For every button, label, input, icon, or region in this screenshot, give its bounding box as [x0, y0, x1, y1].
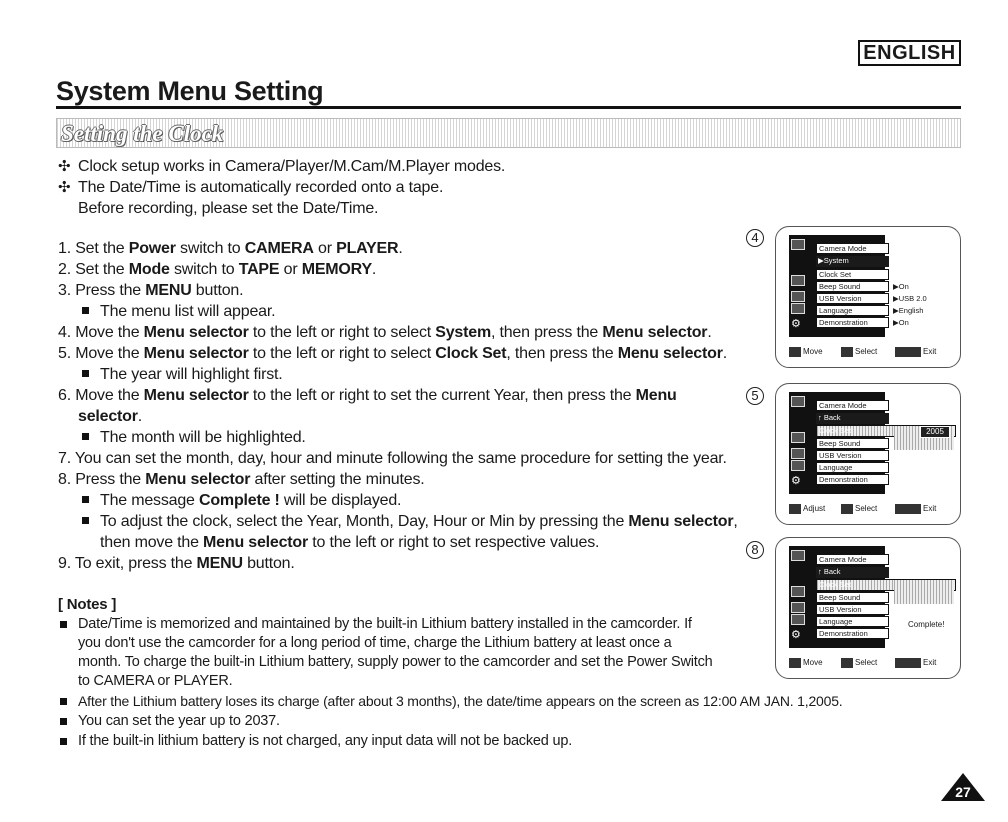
note-1-line-1: Date/Time is memorized and maintained by the built-in Lithium battery installed in the camcorder. If — [78, 616, 692, 632]
help-move: Move — [803, 347, 823, 356]
step-circle-4: 4 — [746, 229, 764, 247]
title-rule — [56, 106, 961, 109]
square-bullet-icon — [60, 718, 67, 725]
menu-item: Language — [816, 462, 889, 473]
menu-selector-icon — [841, 347, 853, 357]
help-exit: Exit — [923, 347, 937, 356]
display-icon — [791, 602, 805, 613]
record-icon — [791, 586, 805, 597]
camera-icon — [791, 239, 805, 250]
step-circle-5: 5 — [746, 387, 764, 405]
step-3: 3. Press the MENU button. — [58, 282, 244, 299]
menu-selector-icon — [789, 504, 801, 514]
menu-item: Camera Mode — [816, 400, 889, 411]
menu-item: Beep Sound — [816, 281, 889, 292]
lcd-panel-5 — [775, 383, 961, 525]
step-1: 1. Set the Power switch to CAMERA or PLAYER. — [58, 240, 403, 257]
help-select: Select — [855, 658, 878, 667]
lcd-panel-4 — [775, 226, 961, 368]
square-bullet-icon — [82, 496, 89, 503]
section-title: Setting the Clock — [61, 121, 224, 146]
menu-item-back: ↑ Back — [816, 413, 889, 424]
note-1-line-4: to CAMERA or PLAYER. — [78, 673, 233, 689]
step-8-sub-1: The message Complete ! will be displayed. — [100, 492, 402, 509]
note-2: After the Lithium battery loses its charge (after about 3 months), the date/time appears on the screen as 12:00 AM JAN. 1,2005. — [78, 693, 843, 709]
intro-line-2: The Date/Time is automatically recorded onto a tape. — [78, 179, 444, 196]
panel-help-bar — [789, 656, 954, 670]
section-header — [56, 118, 961, 148]
gear-icon: ⚙ — [791, 318, 801, 330]
menu-item: Demonstration — [816, 317, 889, 328]
menu-item: Language — [816, 305, 889, 316]
intro-line-3: Before recording, please set the Date/Time. — [78, 200, 379, 217]
camera-icon — [791, 396, 805, 407]
record-icon — [791, 275, 805, 286]
display-icon — [791, 448, 805, 459]
menu-value: ▶English — [893, 306, 924, 315]
step-3-sub: The menu list will appear. — [100, 303, 276, 320]
notes-heading: [ Notes ] — [58, 596, 117, 613]
help-move: Move — [803, 658, 823, 667]
menu-button-icon — [895, 347, 921, 357]
menu-item: Demonstration — [816, 628, 889, 639]
square-bullet-icon — [82, 307, 89, 314]
help-select: Select — [855, 347, 878, 356]
display-icon — [791, 291, 805, 302]
intro-line-1: Clock setup works in Camera/Player/M.Cam/M.Player modes. — [78, 158, 506, 175]
step-9: 9. To exit, press the MENU button. — [58, 555, 295, 572]
panel-help-bar — [789, 502, 954, 516]
step-2: 2. Set the Mode switch to TAPE or MEMORY. — [58, 261, 377, 278]
note-1-line-2: you don't use the camcorder for a long period of time, charge the Lithium battery at least once a — [78, 635, 672, 651]
language-badge: ENGLISH — [858, 40, 961, 66]
page-number: 27 — [955, 784, 971, 800]
gear-icon: ⚙ — [791, 629, 801, 641]
menu-selector-icon — [789, 347, 801, 357]
step-8: 8. Press the Menu selector after setting the minutes. — [58, 471, 425, 488]
step-6-cont: selector. — [78, 408, 143, 425]
menu-item-clock-set: Clock Set — [816, 425, 956, 437]
step-8-sub-3: then move the Menu selector to the left or right to set respective values. — [100, 534, 600, 551]
page-title: System Menu Setting — [56, 76, 324, 106]
menu-item: Beep Sound — [816, 592, 889, 603]
camera-icon — [791, 550, 805, 561]
menu-item-back: ↑ Back — [816, 567, 889, 578]
cross-bullet-icon: ✣ — [58, 158, 71, 175]
menu-item: Camera Mode — [816, 243, 889, 254]
square-bullet-icon — [82, 433, 89, 440]
record-icon — [791, 432, 805, 443]
menu-item: Demonstration — [816, 474, 889, 485]
menu-item: Camera Mode — [816, 554, 889, 565]
step-5-sub: The year will highlight first. — [100, 366, 283, 383]
date-fields — [894, 580, 954, 604]
menu-item-clock-set: Clock Set — [816, 579, 956, 591]
menu-item-selected: ▶System — [816, 256, 889, 267]
gear-icon: ⚙ — [791, 475, 801, 487]
note-4: If the built-in lithium battery is not charged, any input data will not be backed up. — [78, 733, 573, 749]
menu-button-icon — [895, 658, 921, 668]
square-bullet-icon — [60, 738, 67, 745]
menu-item: Beep Sound — [816, 438, 889, 449]
menu-item: USB Version — [816, 293, 889, 304]
menu-selector-icon — [841, 658, 853, 668]
help-exit: Exit — [923, 658, 937, 667]
menu-item: USB Version — [816, 450, 889, 461]
square-bullet-icon — [82, 370, 89, 377]
step-6-sub: The month will be highlighted. — [100, 429, 306, 446]
step-8-sub-2: To adjust the clock, select the Year, Month, Day, Hour or Min by pressing the Menu selector, — [100, 513, 738, 530]
lcd-panel-8 — [775, 537, 961, 679]
help-select: Select — [855, 504, 878, 513]
year-field: 2005 — [920, 426, 950, 438]
system-icon — [791, 303, 805, 314]
menu-item: Language — [816, 616, 889, 627]
help-exit: Exit — [923, 504, 937, 513]
panel-help-bar — [789, 345, 954, 359]
square-bullet-icon — [60, 621, 67, 628]
menu-button-icon — [895, 504, 921, 514]
complete-message: Complete! — [908, 620, 945, 629]
square-bullet-icon — [60, 698, 67, 705]
menu-item: Clock Set — [816, 269, 889, 280]
menu-selector-icon — [841, 504, 853, 514]
help-adjust: Adjust — [803, 504, 826, 513]
square-bullet-icon — [82, 517, 89, 524]
note-1-line-3: month. To charge the built-in Lithium battery, supply power to the camcorder and set the Power Switch — [78, 654, 713, 670]
menu-value: ▶USB 2.0 — [893, 294, 927, 303]
cross-bullet-icon: ✣ — [58, 179, 71, 196]
system-icon — [791, 460, 805, 471]
menu-value: ▶On — [893, 318, 909, 327]
step-7: 7. You can set the month, day, hour and minute following the same procedure for setting the year. — [58, 450, 727, 467]
step-6: 6. Move the Menu selector to the left or right to set the current Year, then press the Menu — [58, 387, 677, 404]
note-3: You can set the year up to 2037. — [78, 713, 280, 729]
menu-selector-icon — [789, 658, 801, 668]
system-icon — [791, 614, 805, 625]
step-5: 5. Move the Menu selector to the left or right to select Clock Set, then press the Menu selector. — [58, 345, 727, 362]
step-4: 4. Move the Menu selector to the left or right to select System, then press the Menu selector. — [58, 324, 712, 341]
menu-value: ▶On — [893, 282, 909, 291]
menu-item: USB Version — [816, 604, 889, 615]
step-circle-8: 8 — [746, 541, 764, 559]
